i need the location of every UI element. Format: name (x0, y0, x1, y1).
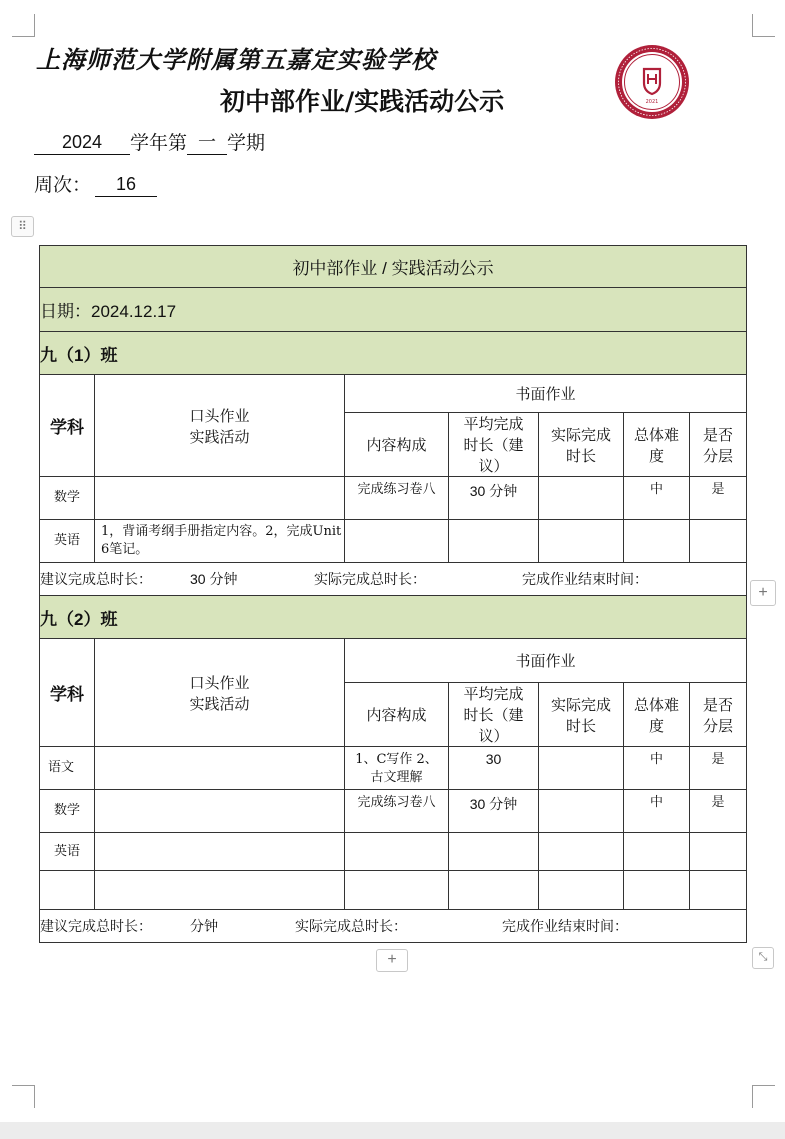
avg-time-cell[interactable]: 30 分钟 (449, 477, 539, 520)
oral-cell[interactable] (95, 790, 345, 833)
subject-cell[interactable]: 数学 (40, 790, 95, 833)
term-suffix: 学期 (227, 133, 266, 154)
suggest-total-label: 建议完成总时长： (40, 571, 152, 587)
difficulty-cell[interactable] (624, 833, 690, 871)
table-resize-icon[interactable]: ⤡ (752, 947, 774, 969)
actual-time-cell[interactable] (539, 747, 624, 790)
summary-row (40, 563, 747, 596)
table-title: 初中部作业 / 实践活动公示 (40, 246, 747, 288)
layered-cell[interactable]: 是 (690, 747, 747, 790)
oral-cell[interactable] (95, 833, 345, 871)
difficulty-cell[interactable]: 中 (624, 477, 690, 520)
school-logo-icon (614, 44, 690, 120)
difficulty-cell[interactable]: 中 (624, 747, 690, 790)
oral-header-line2: 实践活动 (189, 695, 250, 713)
layered-cell[interactable] (690, 871, 747, 910)
end-time-label: 完成作业结束时间： (522, 571, 648, 587)
school-name: 上海师范大学附属第五嘉定实验学校 (36, 45, 436, 74)
actual-time-cell[interactable] (539, 833, 624, 871)
avg-time-cell[interactable] (449, 520, 539, 563)
difficulty-header: 总体难度 (624, 683, 690, 747)
oral-header-line1: 口头作业 (189, 674, 250, 692)
page-bottom-band (0, 1122, 785, 1139)
end-time-label: 完成作业结束时间： (502, 918, 628, 934)
oral-header (95, 639, 345, 747)
avg-time-header: 平均完成时长（建议） (449, 683, 539, 747)
suggest-total-value[interactable]: 30 分钟 (190, 571, 238, 587)
subject-cell[interactable]: 英语 (40, 833, 95, 871)
oral-header-line2: 实践活动 (189, 428, 250, 446)
year-suffix: 学年第 (130, 133, 188, 154)
homework-table (39, 245, 747, 943)
avg-time-cell[interactable] (449, 871, 539, 910)
table-row (40, 477, 747, 520)
actual-total-label: 实际完成总时长： (295, 918, 407, 934)
actual-total-label: 实际完成总时长： (314, 571, 426, 587)
week-label: 周次： (34, 175, 92, 196)
oral-cell[interactable] (95, 871, 345, 910)
subject-cell[interactable] (40, 871, 95, 910)
class-name: 九（2）班 (40, 596, 747, 639)
difficulty-header: 总体难度 (624, 413, 690, 477)
content-cell[interactable]: 1、C写作 2、古文理解 (345, 747, 449, 790)
avg-time-cell[interactable] (449, 833, 539, 871)
layered-header: 是否分层 (690, 413, 747, 477)
actual-time-header: 实际完成时长 (539, 413, 624, 477)
avg-time-header: 平均完成时长（建议） (449, 413, 539, 477)
avg-time-cell[interactable]: 30 (449, 747, 539, 790)
actual-time-cell[interactable] (539, 477, 624, 520)
suggest-total-label: 建议完成总时长： (40, 918, 152, 934)
layered-cell[interactable]: 是 (690, 790, 747, 833)
page-corner-mark (12, 14, 35, 37)
page-corner-mark (752, 14, 775, 37)
content-header: 内容构成 (345, 413, 449, 477)
layered-cell[interactable] (690, 833, 747, 871)
summary-row (40, 910, 747, 943)
subject-cell[interactable]: 英语 (40, 520, 95, 563)
content-cell[interactable] (345, 520, 449, 563)
subject-header: 学科 (40, 375, 95, 477)
content-cell[interactable] (345, 871, 449, 910)
table-row (40, 833, 747, 871)
school-year-field[interactable]: 2024 (34, 130, 130, 155)
actual-time-cell[interactable] (539, 871, 624, 910)
oral-header-line1: 口头作业 (189, 407, 250, 425)
week-line (34, 170, 157, 197)
difficulty-cell[interactable] (624, 871, 690, 910)
table-row (40, 520, 747, 563)
actual-time-cell[interactable] (539, 520, 624, 563)
layered-cell[interactable] (690, 520, 747, 563)
difficulty-cell[interactable]: 中 (624, 790, 690, 833)
table-drag-handle-icon[interactable]: ⠿ (11, 216, 34, 237)
content-header: 内容构成 (345, 683, 449, 747)
content-cell[interactable]: 完成练习卷八 (345, 477, 449, 520)
logo-year: 2021 (645, 99, 659, 105)
document-title: 初中部作业/实践活动公示 (220, 87, 505, 116)
subject-cell[interactable]: 数学 (40, 477, 95, 520)
content-cell[interactable]: 完成练习卷八 (345, 790, 449, 833)
add-row-side-button[interactable]: + (750, 580, 776, 606)
term-field[interactable]: 一 (187, 130, 227, 155)
oral-cell[interactable]: 1，背诵考纲手册指定内容。2，完成Unit 6笔记。 (95, 520, 345, 563)
actual-time-header: 实际完成时长 (539, 683, 624, 747)
suggest-total-value[interactable]: 分钟 (190, 918, 218, 934)
actual-time-cell[interactable] (539, 790, 624, 833)
subject-cell[interactable]: 语文 (40, 747, 95, 790)
page-corner-mark (12, 1085, 35, 1108)
subject-header: 学科 (40, 639, 95, 747)
table-row (40, 790, 747, 833)
table-row (40, 871, 747, 910)
written-header: 书面作业 (345, 639, 747, 683)
table-date: 日期：2024.12.17 (40, 288, 747, 332)
oral-cell[interactable] (95, 477, 345, 520)
layered-cell[interactable]: 是 (690, 477, 747, 520)
content-cell[interactable] (345, 833, 449, 871)
class-name: 九（1）班 (40, 332, 747, 375)
school-year-line (34, 128, 265, 155)
table-row (40, 747, 747, 790)
layered-header: 是否分层 (690, 683, 747, 747)
difficulty-cell[interactable] (624, 520, 690, 563)
oral-cell[interactable] (95, 747, 345, 790)
written-header: 书面作业 (345, 375, 747, 413)
add-row-bottom-button[interactable]: + (376, 949, 408, 972)
page-corner-mark (752, 1085, 775, 1108)
avg-time-cell[interactable]: 30 分钟 (449, 790, 539, 833)
oral-header (95, 375, 345, 477)
week-field[interactable]: 16 (95, 172, 157, 197)
